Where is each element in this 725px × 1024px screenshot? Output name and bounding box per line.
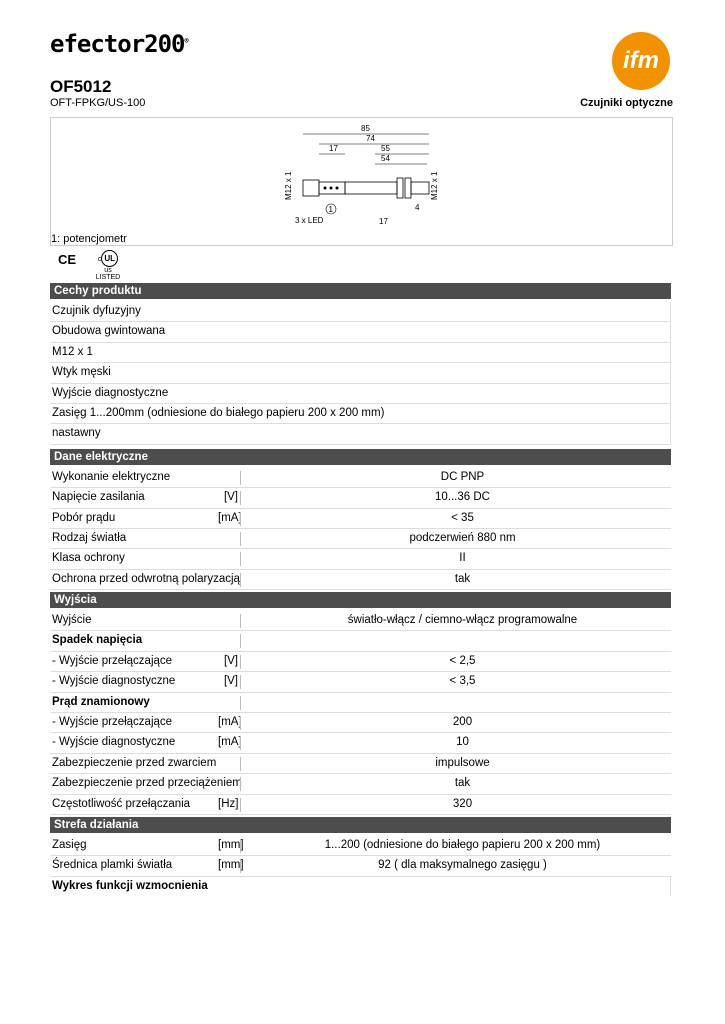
- spec-row: [50, 570, 671, 590]
- spec-value: 1...200 (odniesione do białego papieru 200 x 200 mm): [324, 838, 601, 851]
- spec-label: Napięcie zasilania: [52, 491, 145, 504]
- column-divider: [240, 471, 241, 485]
- section-header-outputs: Wyjścia: [50, 592, 671, 608]
- gain-chart-heading: Wykres funkcji wzmocnienia: [50, 877, 671, 896]
- section-header-range: Strefa działania: [50, 817, 671, 833]
- spec-unit: [Hz]: [218, 797, 239, 810]
- spec-row: [50, 611, 671, 631]
- feature-text: Czujnik dyfuzyjny: [52, 305, 141, 317]
- spec-label: Spadek napięcia: [52, 634, 143, 647]
- column-divider: [240, 696, 241, 710]
- column-divider: [240, 839, 241, 853]
- svg-text:17: 17: [379, 217, 388, 226]
- spec-row: [50, 795, 671, 815]
- spec-label: Zabezpieczenie przed przeciążeniem: [52, 777, 242, 790]
- spec-unit: [V]: [223, 675, 238, 688]
- brand-logo: efector200®: [50, 30, 188, 58]
- spec-value: 10: [456, 736, 469, 749]
- spec-label: Klasa ochrony: [52, 552, 125, 565]
- column-divider: [240, 736, 241, 750]
- spec-unit: [mA]: [218, 511, 242, 524]
- spec-row: [50, 672, 671, 692]
- spec-unit: [mm]: [218, 838, 244, 851]
- spec-unit: [mA]: [218, 716, 242, 729]
- svg-text:74: 74: [366, 134, 375, 143]
- feature-text: Wyjście diagnostyczne: [52, 386, 169, 399]
- product-model: OF5012: [50, 77, 112, 96]
- column-divider: [240, 573, 241, 587]
- spec-value: 320: [452, 797, 473, 810]
- spec-value: podczerwień 880 nm: [409, 531, 516, 544]
- spec-label: Częstotliwość przełączania: [52, 797, 191, 810]
- cul-us-listed-mark: c ULus LISTED: [95, 250, 121, 276]
- feature-row: [50, 322, 671, 342]
- spec-value: światło-włącz / ciemno-włącz programowalne: [347, 614, 578, 627]
- section-header-features: Cechy produktu: [50, 283, 671, 299]
- spec-value: tak: [454, 572, 471, 585]
- spec-row: [50, 856, 671, 876]
- section-header-electrical: Dane elektryczne: [50, 449, 671, 465]
- spec-label: - Wyjście diagnostyczne: [52, 675, 176, 688]
- svg-text:85: 85: [361, 124, 370, 133]
- column-divider: [240, 512, 241, 526]
- column-divider: [240, 777, 241, 791]
- spec-row: [50, 488, 671, 508]
- spec-row: [50, 774, 671, 794]
- spec-label: Rodzaj światła: [52, 531, 127, 544]
- column-divider: [240, 634, 241, 648]
- spec-unit: [V]: [223, 654, 238, 667]
- spec-row: [50, 509, 671, 529]
- column-divider: [240, 675, 241, 689]
- column-divider: [240, 859, 241, 873]
- dimension-drawing: [281, 120, 511, 228]
- feature-row: [50, 404, 671, 424]
- svg-text:M12 x 1: M12 x 1: [284, 171, 293, 200]
- ifm-logo: ifm: [612, 32, 670, 90]
- spec-label: - Wyjście przełączające: [52, 716, 173, 729]
- spec-value: 92 ( dla maksymalnego zasięgu ): [378, 859, 547, 872]
- feature-text: nastawny: [52, 427, 101, 440]
- feature-row: [50, 363, 671, 383]
- spec-row: [50, 836, 671, 856]
- spec-value: < 35: [451, 511, 474, 524]
- spec-value: 200: [452, 716, 473, 729]
- spec-label: Wyjście: [52, 614, 92, 627]
- spec-value: < 3,5: [449, 675, 476, 688]
- spec-label: Zabezpieczenie przed zwarciem: [52, 756, 217, 769]
- spec-label: - Wyjście diagnostyczne: [52, 736, 176, 749]
- feature-row: [50, 384, 671, 404]
- technical-drawing: [50, 117, 673, 246]
- spec-row: [50, 468, 671, 488]
- column-divider: [240, 614, 241, 628]
- spec-label: Ochrona przed odwrotną polaryzacją: [52, 572, 240, 585]
- feature-text: Obudowa gwintowana: [52, 325, 166, 338]
- spec-row: [50, 693, 671, 713]
- spec-row: [50, 713, 671, 733]
- ce-mark: CE: [58, 252, 77, 267]
- feature-row: [50, 302, 671, 322]
- spec-label: Zasięg: [52, 838, 87, 851]
- spec-value: impulsowe: [435, 756, 490, 769]
- column-divider: [240, 798, 241, 812]
- svg-text:M12 x 1: M12 x 1: [430, 171, 439, 200]
- spec-row: [50, 733, 671, 753]
- svg-text:4: 4: [415, 203, 420, 212]
- feature-text: Zasięg 1...200mm (odniesione do białego papieru 200 x 200 mm): [52, 406, 385, 419]
- spec-unit: [mm]: [218, 859, 244, 872]
- order-code: OFT-FPKG/US-100: [50, 97, 146, 109]
- column-divider: [240, 491, 241, 505]
- column-divider: [240, 552, 241, 566]
- spec-value: < 2,5: [449, 654, 476, 667]
- spec-row: [50, 754, 671, 774]
- column-divider: [240, 757, 241, 771]
- spec-row: [50, 549, 671, 569]
- feature-row: [50, 424, 671, 444]
- spec-unit: [V]: [223, 491, 238, 504]
- feature-row: [50, 343, 671, 363]
- column-divider: [240, 655, 241, 669]
- feature-text: Wtyk męski: [52, 366, 111, 379]
- svg-text:3 x LED: 3 x LED: [295, 216, 324, 225]
- spec-value: DC PNP: [440, 470, 485, 483]
- spec-label: Pobór prądu: [52, 511, 116, 524]
- spec-table: [50, 283, 671, 896]
- drawing-caption: 1: potencjometr: [51, 233, 127, 245]
- column-divider: [240, 532, 241, 546]
- spec-value: tak: [454, 777, 471, 790]
- spec-value: 10...36 DC: [435, 491, 490, 504]
- spec-value: II: [459, 552, 466, 565]
- svg-text:55: 55: [381, 144, 390, 153]
- spec-label: Średnica plamki światła: [52, 859, 173, 872]
- spec-row: [50, 652, 671, 672]
- spec-row: [50, 631, 671, 651]
- spec-unit: [mA]: [218, 736, 242, 749]
- column-divider: [240, 716, 241, 730]
- product-category: Czujniki optyczne: [580, 97, 673, 109]
- spec-label: - Wyjście przełączające: [52, 654, 173, 667]
- feature-text: M12 x 1: [52, 345, 93, 358]
- spec-label: Wykonanie elektryczne: [52, 470, 171, 483]
- svg-text:17: 17: [329, 144, 338, 153]
- spec-label: Prąd znamionowy: [52, 695, 150, 708]
- svg-text:1: 1: [328, 205, 333, 214]
- spec-row: [50, 529, 671, 549]
- svg-text:54: 54: [381, 154, 390, 163]
